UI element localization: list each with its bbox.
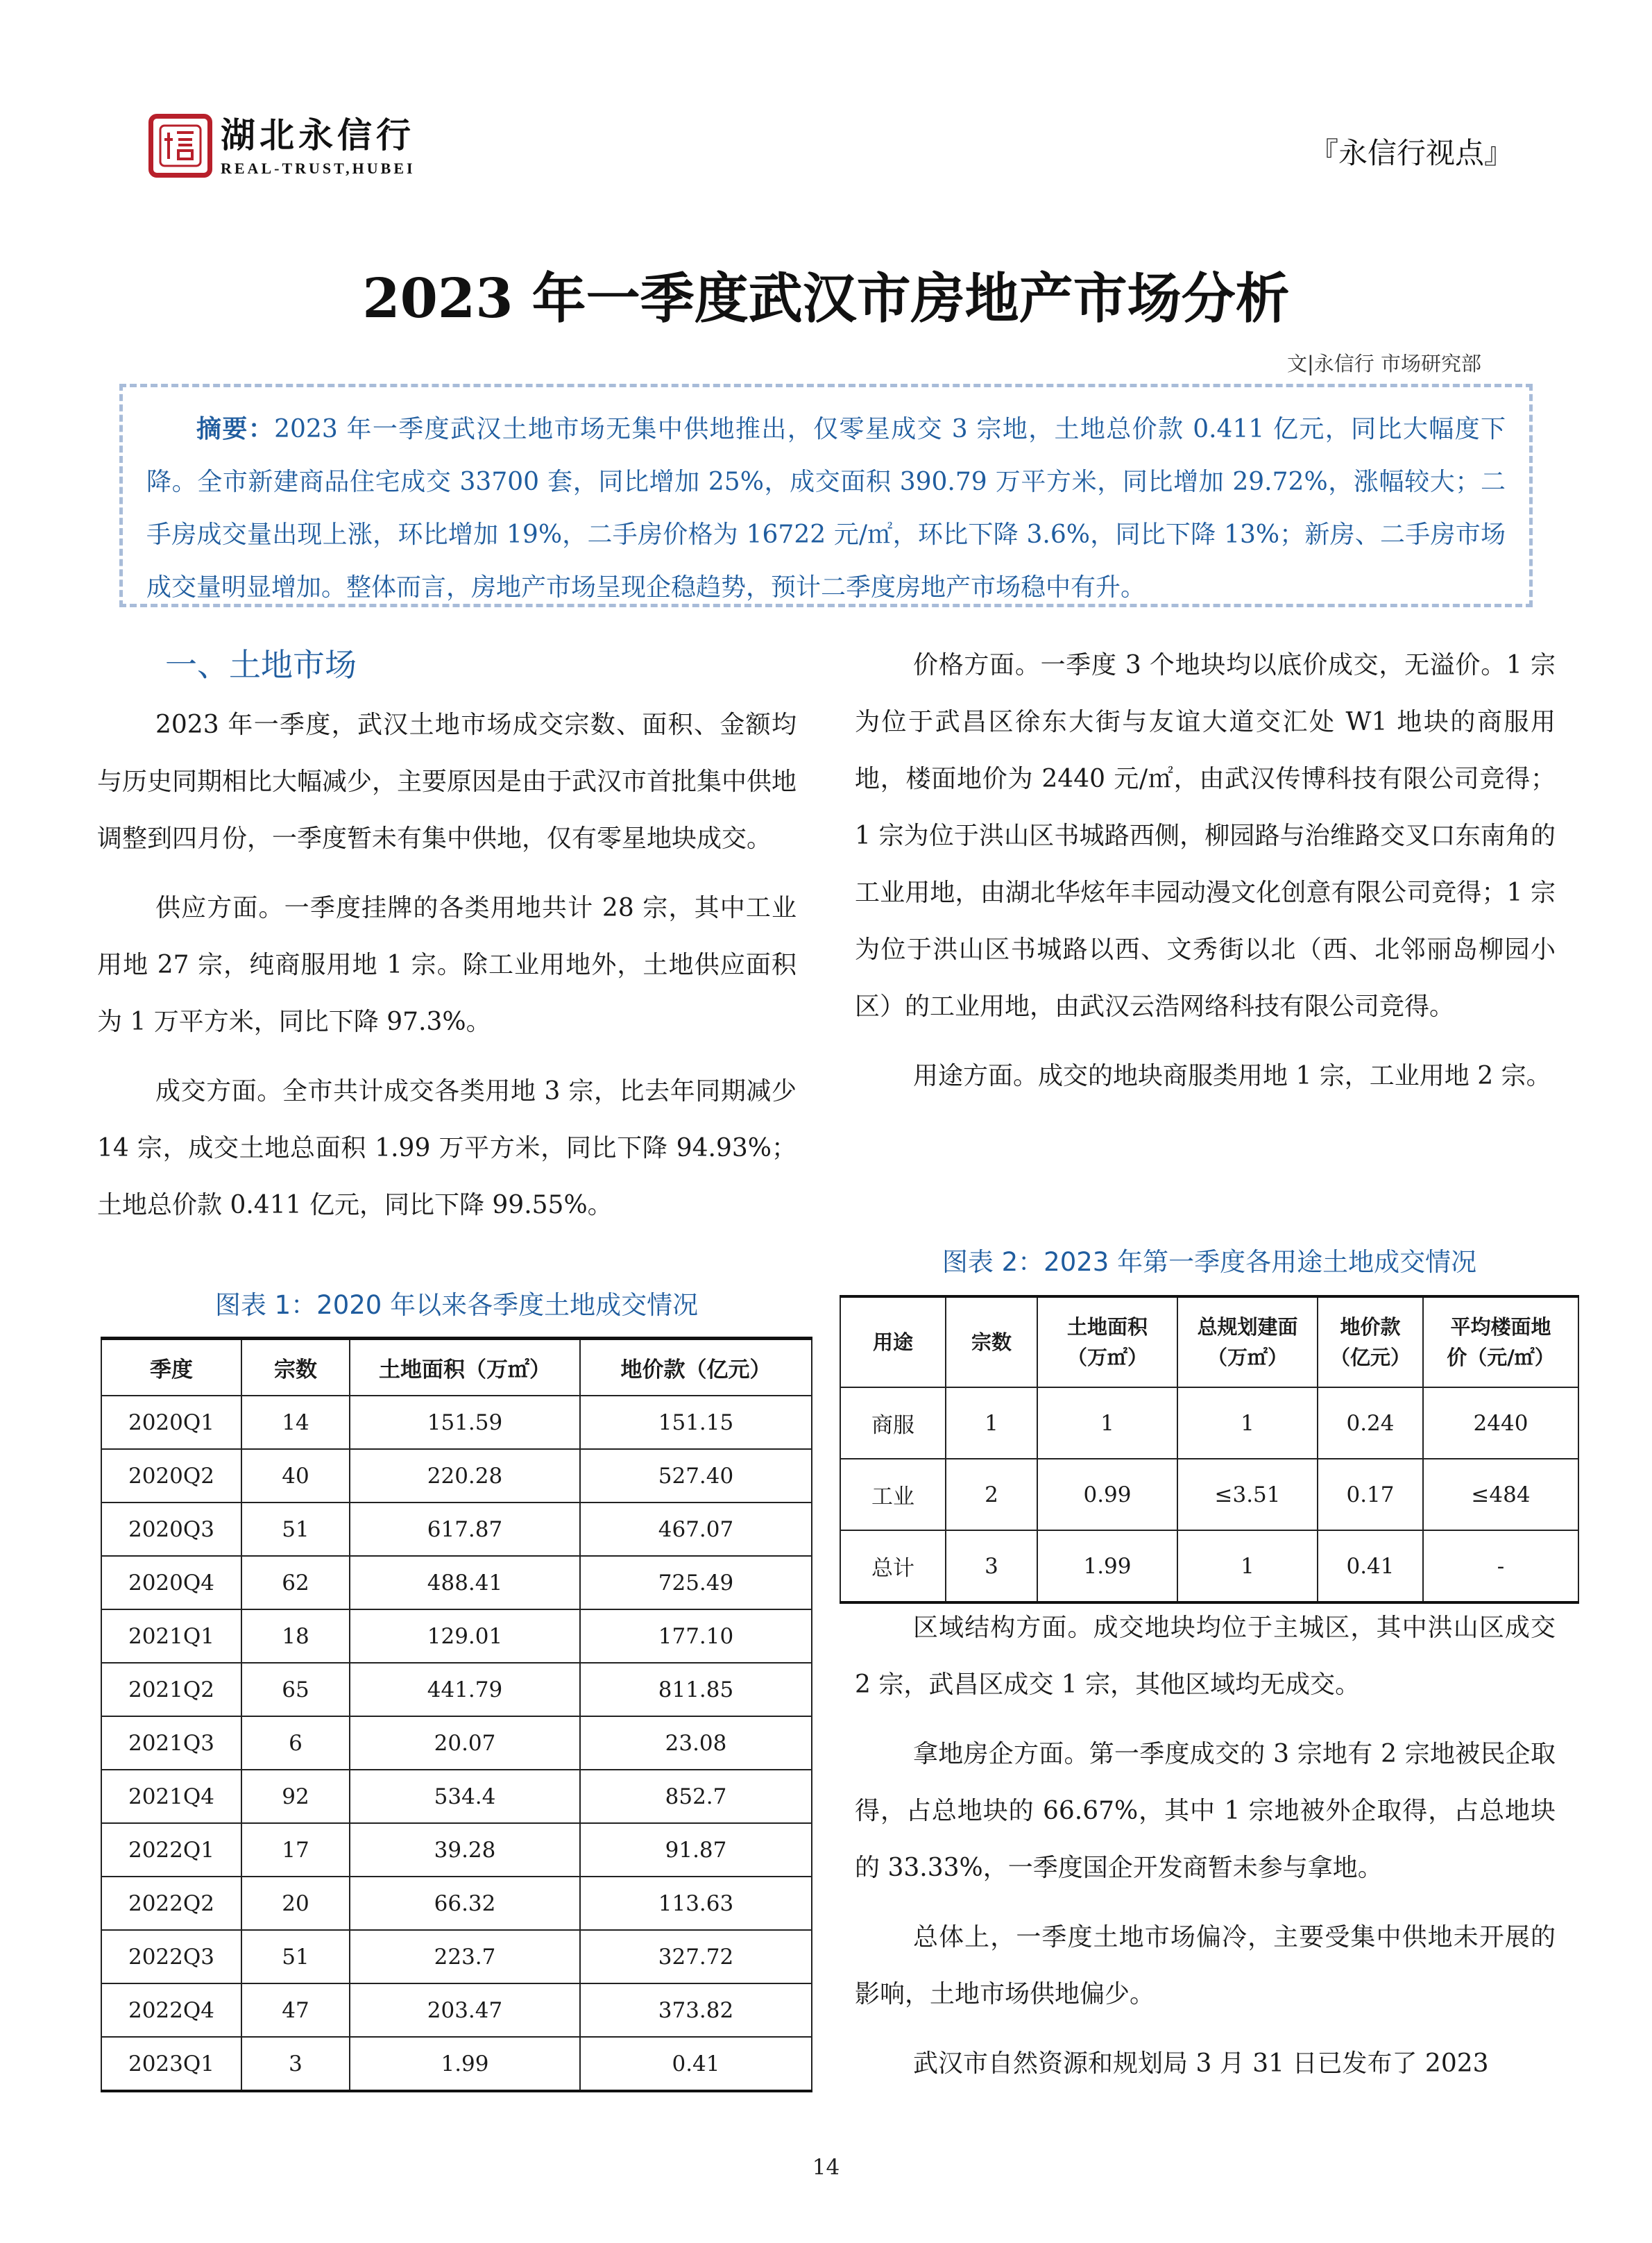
table-cell: 14 (241, 1396, 350, 1449)
table-cell: 223.7 (350, 1930, 580, 1983)
table-cell: 373.82 (580, 1983, 812, 2037)
table-cell: 2022Q2 (101, 1877, 241, 1930)
table-cell: 0.17 (1318, 1459, 1423, 1530)
table-row (101, 1770, 812, 1823)
table-cell: 3 (946, 1530, 1037, 1602)
table-row (101, 1449, 812, 1503)
table-header-cell (1318, 1296, 1423, 1387)
table-cell: 177.10 (580, 1609, 812, 1663)
table-cell: 488.41 (350, 1556, 580, 1609)
section-heading-land-market: 一、土地市场 (165, 646, 357, 684)
table-cell: 40 (241, 1449, 350, 1503)
table-cell: 327.72 (580, 1930, 812, 1983)
table-cell: 2 (946, 1459, 1037, 1530)
table-row (101, 1983, 812, 2037)
table-cell: 6 (241, 1716, 350, 1770)
logo-cn-text: 湖北永信行 (221, 115, 415, 155)
table-cell: 2020Q4 (101, 1556, 241, 1609)
table-header-cell (1037, 1296, 1177, 1387)
header-line: （亿元） (1329, 1346, 1411, 1369)
table-cell: 47 (241, 1983, 350, 2037)
header-line: 平均楼面地 (1450, 1315, 1551, 1339)
table-cell: 0.99 (1037, 1459, 1177, 1530)
section-tag: 『永信行视点』 (1309, 136, 1513, 170)
table-header-cell (946, 1296, 1037, 1387)
table-header-row (840, 1296, 1578, 1387)
table-row (101, 1396, 812, 1449)
table-header-cell (840, 1296, 946, 1387)
company-logo (148, 114, 212, 178)
header-line: 地价款 (1340, 1315, 1401, 1339)
abstract-paragraph (146, 403, 1506, 614)
table1-caption: 图表 1：2020 年以来各季度土地成交情况 (214, 1290, 699, 1320)
table-header-row (101, 1339, 812, 1396)
table-cell: 2022Q1 (101, 1823, 241, 1877)
table-header-cell (1177, 1296, 1318, 1387)
page-number: 14 (812, 2155, 840, 2180)
table-cell: 3 (241, 2037, 350, 2091)
table-cell: 51 (241, 1503, 350, 1556)
abstract-label: 摘要： (196, 414, 275, 443)
table-cell: - (1423, 1530, 1578, 1602)
table-cell: 17 (241, 1823, 350, 1877)
table-cell: 0.41 (1318, 1530, 1423, 1602)
paragraph: 供应方面。一季度挂牌的各类用地共计 28 宗，其中工业用地 27 宗，纯商服用地 1 宗。除工业用地外，土地供应面积为 1 万平方米，同比下降 97.3%。 (97, 894, 797, 1036)
right-column-top (855, 637, 1556, 1105)
table-cell: 725.49 (580, 1556, 812, 1609)
table-cell: 2440 (1423, 1387, 1578, 1459)
table-header-cell (1423, 1296, 1578, 1387)
table-cell: 66.32 (350, 1877, 580, 1930)
logo-seal-icon (157, 123, 203, 169)
table-cell: 工业 (840, 1459, 946, 1530)
table-header-cell: 地价款（亿元） (580, 1339, 812, 1396)
table-cell: 20 (241, 1877, 350, 1930)
table-cell: 18 (241, 1609, 350, 1663)
table-cell: ≤484 (1423, 1459, 1578, 1530)
table-cell: 1.99 (350, 2037, 580, 2091)
abstract-box (119, 384, 1533, 607)
table-cell: 2023Q1 (101, 2037, 241, 2091)
table-row (840, 1459, 1578, 1530)
table-cell: 2020Q2 (101, 1449, 241, 1503)
table-cell: 62 (241, 1556, 350, 1609)
table-cell: 2022Q4 (101, 1983, 241, 2037)
table-cell: 441.79 (350, 1663, 580, 1716)
table-cell: 51 (241, 1930, 350, 1983)
table-cell: 203.47 (350, 1983, 580, 2037)
header-line: 总规划建面 (1197, 1315, 1298, 1339)
table-row (101, 1930, 812, 1983)
table-cell: 617.87 (350, 1503, 580, 1556)
table-cell: 1 (1177, 1530, 1318, 1602)
header-line: 土地面积 (1066, 1315, 1148, 1339)
table-row (101, 1877, 812, 1930)
table-cell: 1 (1037, 1387, 1177, 1459)
table-cell: 1 (1177, 1387, 1318, 1459)
table-cell: 811.85 (580, 1663, 812, 1716)
table-cell: 113.63 (580, 1877, 812, 1930)
table-cell: 2021Q1 (101, 1609, 241, 1663)
table-cell: 2021Q2 (101, 1663, 241, 1716)
table-cell: 商服 (840, 1387, 946, 1459)
table-row (101, 1556, 812, 1609)
left-column (97, 633, 797, 1234)
table-row (101, 1609, 812, 1663)
table2-caption: 图表 2：2023 年第一季度各用途土地成交情况 (942, 1247, 1477, 1277)
right-column-bottom (855, 1600, 1556, 2092)
table-quarterly-land-transactions (101, 1337, 812, 2092)
table-cell: 852.7 (580, 1770, 812, 1823)
paragraph: 2023 年一季度，武汉土地市场成交宗数、面积、金额均与历史同期相比大幅减少，主要原因是由于武汉市首批集中供地调整到四月份，一季度暂未有集中供地，仅有零星地块成交。 (97, 711, 797, 853)
header-line: 用途 (872, 1330, 913, 1354)
table-row (840, 1530, 1578, 1602)
table-header-cell: 宗数 (241, 1339, 350, 1396)
paragraph: 区域结构方面。成交地块均位于主城区，其中洪山区成交 2 宗，武昌区成交 1 宗，其他区域均无成交。 (855, 1614, 1556, 1699)
table-cell: ≤3.51 (1177, 1459, 1318, 1530)
table-row (101, 2037, 812, 2091)
table-cell: 65 (241, 1663, 350, 1716)
table-cell: 151.59 (350, 1396, 580, 1449)
table-row (101, 1716, 812, 1770)
table-cell: 527.40 (580, 1449, 812, 1503)
byline: 文|永信行 市场研究部 (1287, 352, 1481, 375)
table-cell: 20.07 (350, 1716, 580, 1770)
header-line: （万㎡） (1066, 1346, 1148, 1369)
table-cell: 2020Q3 (101, 1503, 241, 1556)
table-row (101, 1663, 812, 1716)
table-row (101, 1823, 812, 1877)
table-cell: 151.15 (580, 1396, 812, 1449)
table-row (840, 1387, 1578, 1459)
table-cell: 39.28 (350, 1823, 580, 1877)
table-cell: 1 (946, 1387, 1037, 1459)
header-line: 宗数 (971, 1330, 1012, 1354)
table-cell: 91.87 (580, 1823, 812, 1877)
table-cell: 总计 (840, 1530, 946, 1602)
table-cell: 2020Q1 (101, 1396, 241, 1449)
table-cell: 220.28 (350, 1449, 580, 1503)
table-cell: 0.24 (1318, 1387, 1423, 1459)
table-cell: 2022Q3 (101, 1930, 241, 1983)
table-cell: 92 (241, 1770, 350, 1823)
paragraph: 拿地房企方面。第一季度成交的 3 宗地有 2 宗地被民企取得，占总地块的 66.67%，其中 1 宗地被外企取得，占总地块的 33.33%，一季度国企开发商暂未参与拿地。 (855, 1740, 1556, 1882)
table-cell: 0.41 (580, 2037, 812, 2091)
table-cell: 2021Q3 (101, 1716, 241, 1770)
header-line: （万㎡） (1207, 1346, 1288, 1369)
table-header-cell: 季度 (101, 1339, 241, 1396)
table-row (101, 1503, 812, 1556)
page-title: 2023 年一季度武汉市房地产市场分析 (362, 267, 1290, 330)
paragraph: 武汉市自然资源和规划局 3 月 31 日已发布了 2023 (913, 2049, 1489, 2078)
table-cell: 2021Q4 (101, 1770, 241, 1823)
paragraph: 用途方面。成交的地块商服类用地 1 宗，工业用地 2 宗。 (913, 1062, 1551, 1090)
table-cell: 129.01 (350, 1609, 580, 1663)
paragraph: 价格方面。一季度 3 个地块均以底价成交，无溢价。1 宗为位于武昌区徐东大街与友谊大道交汇处 W1 地块的商服用地，楼面地价为 2440 元/㎡，由武汉传博科技有限公司竞得；1 宗为位于洪山区书城路西侧，柳园路与治维路交叉口东南角的工业用地，由湖北华炫年丰园动漫文化创意有限公司竞得；1 宗为位于洪山区书城路以西、文秀街以北（西、北邻丽岛柳园小区）的工业用地，由武汉云浩网络科技有限公司竞得。 (855, 651, 1556, 1021)
paragraph: 成交方面。全市共计成交各类用地 3 宗，比去年同期减少 14 宗，成交土地总面积 1.99 万平方米，同比下降 94.93%；土地总价款 0.411 亿元，同比下降 99.55%。 (97, 1077, 797, 1219)
paragraph: 总体上，一季度土地市场偏冷，主要受集中供地未开展的影响，土地市场供地偏少。 (855, 1923, 1556, 2008)
table-cell: 23.08 (580, 1716, 812, 1770)
abstract-text: 2023 年一季度武汉土地市场无集中供地推出，仅零星成交 3 宗地，土地总价款 0.411 亿元，同比大幅度下降。全市新建商品住宅成交 33700 套，同比增加 25%，成交面积 390.79 万平方米，同比增加 29.72%，涨幅较大；二手房成交量出现上涨，环比增加 19%，二手房价格为 16722 元/㎡，环比下降 3.6%，同比下降 13%；新房、二手房市场成交量明显增加。整体而言，房地产市场呈现企稳趋势，预计二季度房地产市场稳中有升。 (146, 415, 1506, 602)
table-land-use-transactions (840, 1295, 1579, 1604)
header-line: 价（元/㎡） (1447, 1346, 1555, 1369)
table-cell: 1.99 (1037, 1530, 1177, 1602)
table-header-cell: 土地面积（万㎡） (350, 1339, 580, 1396)
table-cell: 467.07 (580, 1503, 812, 1556)
table-cell: 534.4 (350, 1770, 580, 1823)
logo-en-text: REAL-TRUST,HUBEI (221, 160, 416, 177)
